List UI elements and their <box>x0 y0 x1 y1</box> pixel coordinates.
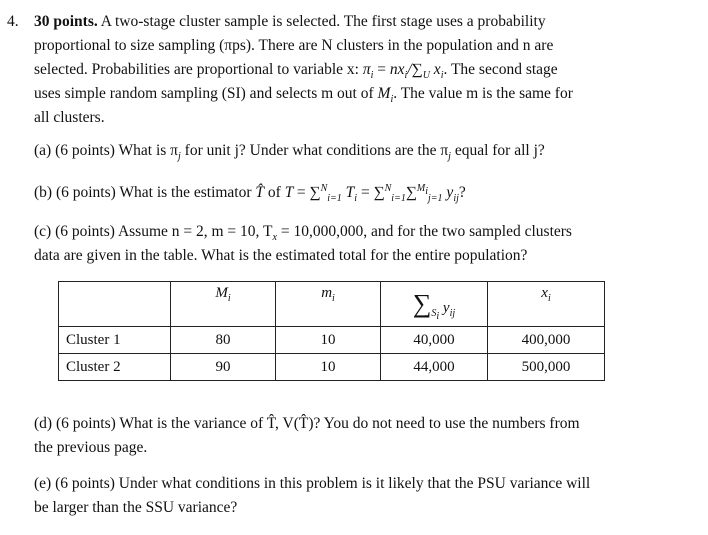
cell-M: 80 <box>171 327 276 354</box>
cell-x: 400,000 <box>488 327 605 354</box>
intro-line-1: 30 points. A two-stage cluster sample is selected. The first stage uses a probability <box>34 13 546 30</box>
row-label: Cluster 2 <box>59 354 171 381</box>
header-m: $m_i$ <box>276 282 381 327</box>
points-label: 30 points. <box>34 13 98 30</box>
table-row <box>59 354 605 381</box>
cell-sum-y: 44,000 <box>381 354 488 381</box>
header-sum-y: $\sum_{S_i}$ $y_{ij}$ <box>381 282 488 327</box>
intro-line-4: uses simple random sampling (SI) and selects m out of $M_i$. The value m is the same for <box>34 85 573 106</box>
part-b: (b) (6 points) What is the estimator T̂ of T = ∑$^N_{i=1}$ $T_i = \sum^N_{i=1}\sum^{M_i}_{j=1}$ $y_{ij}$? <box>34 182 466 205</box>
question-number: 4. <box>7 13 19 30</box>
header-M: $M_i$ <box>171 282 276 327</box>
cell-x: 500,000 <box>488 354 605 381</box>
cell-m: 10 <box>276 327 381 354</box>
intro-line-2: proportional to size sampling (πps). There are N clusters in the population and n are <box>34 37 554 54</box>
T-hat-symbol: T̂ <box>255 184 265 201</box>
table-row <box>59 327 605 354</box>
part-c: (c) (6 points) Assume n = 2, m = 10, $T_x = 10,000,000$, and for the two sampled clusters data are given in the table. What is the estimated total for the entire population? <box>34 223 572 264</box>
intro-line-3: selected. Probabilities are proportional to variable x: $\pi_i = nx_i/\sum_U$ $x_i$. The second stage <box>34 61 558 82</box>
intro-line-5: all clusters. <box>34 109 105 126</box>
part-e: (e) (6 points) Under what conditions in this problem is it likely that the PSU variance will be larger than the SSU variance? <box>34 475 591 516</box>
cluster-table <box>58 281 605 381</box>
cell-M: 90 <box>171 354 276 381</box>
header-blank <box>59 282 171 327</box>
pi-formula: $\pi_i = nx_i/\sum_U$ $x_i$ <box>362 61 444 82</box>
row-label: Cluster 1 <box>59 327 171 354</box>
cell-m: 10 <box>276 354 381 381</box>
part-a: (a) (6 points) What is $\pi_j$ for unit j? Under what conditions are the $\pi_j$ equal for all j? <box>34 142 545 163</box>
header-x: $x_i$ <box>488 282 605 327</box>
part-d: (d) (6 points) What is the variance of T̂, V(T̂)? You do not need to use the numbers from the previous page. <box>34 415 580 456</box>
cell-sum-y: 40,000 <box>381 327 488 354</box>
question-intro <box>34 10 634 130</box>
M-i-symbol: $M_i$ <box>377 85 394 106</box>
table-header-row <box>59 282 605 327</box>
total-formula: T = ∑$^N_{i=1}$ $T_i = \sum^N_{i=1}\sum^{M_i}_{j=1}$ $y_{ij}$ <box>284 182 459 205</box>
